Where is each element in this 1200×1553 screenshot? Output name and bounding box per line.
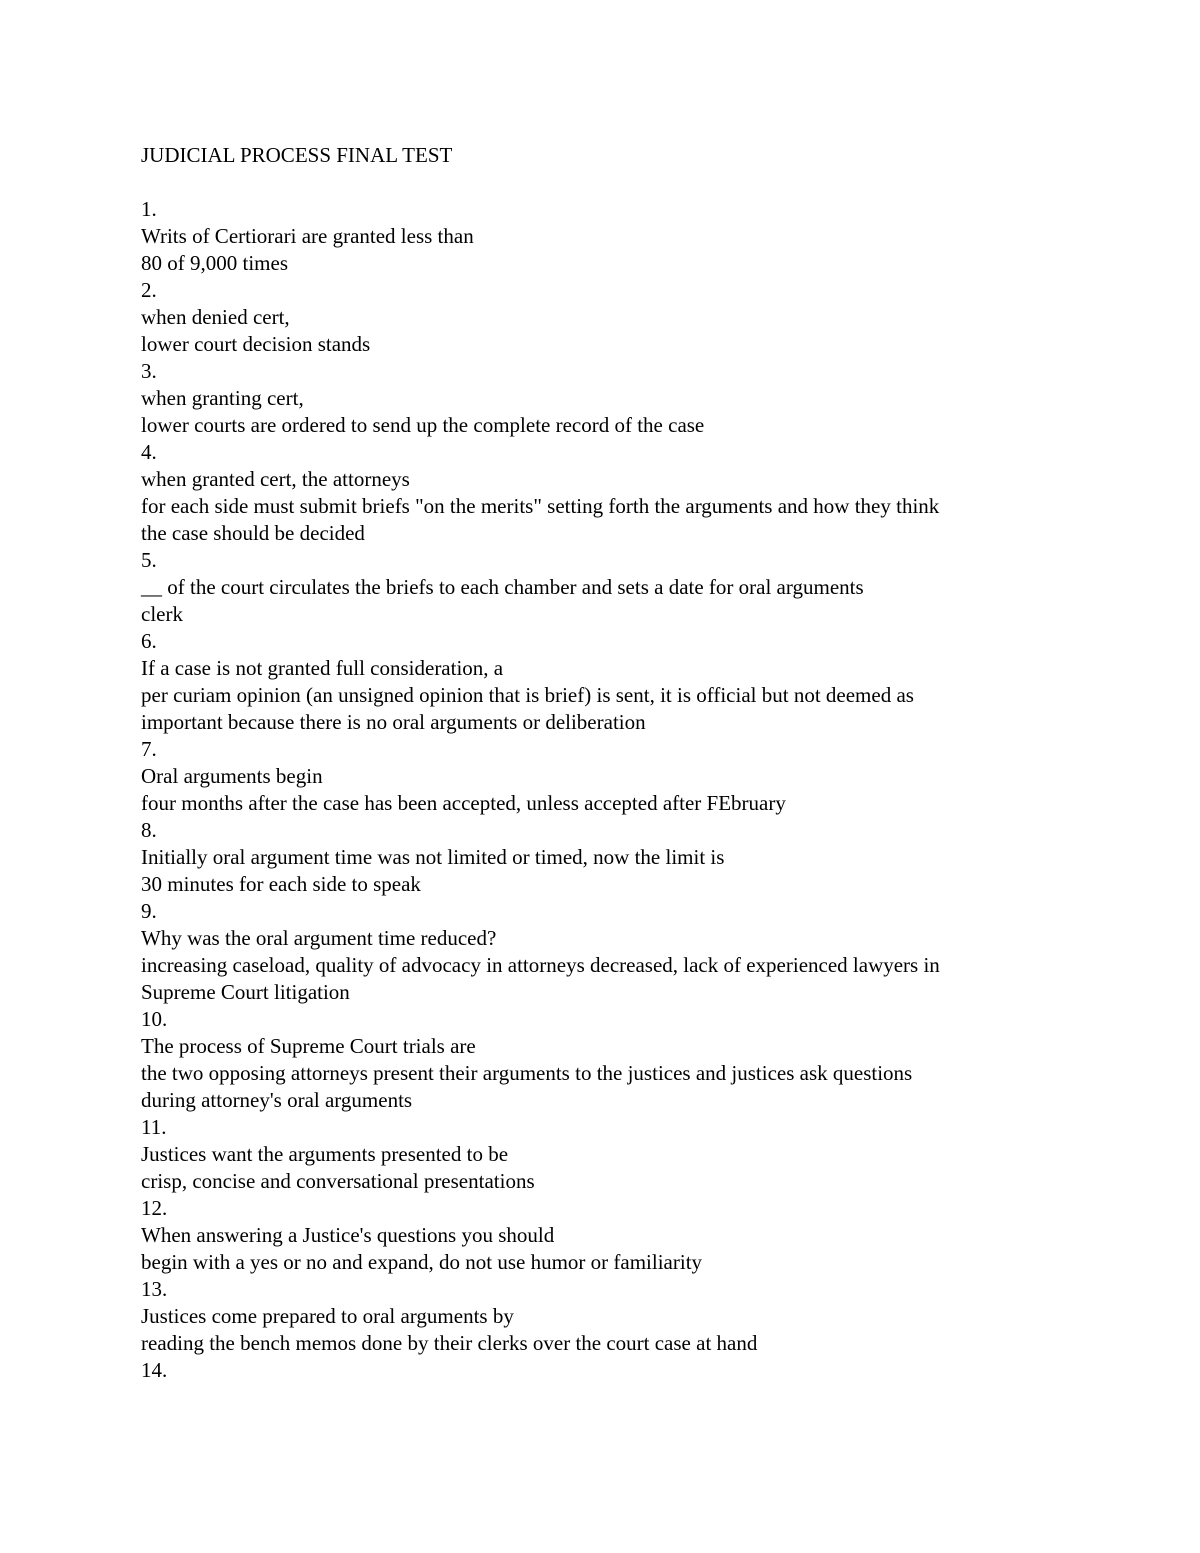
question-prompt: when granted cert, the attorneys [141, 467, 410, 491]
question-prompt: The process of Supreme Court trials are [141, 1034, 476, 1058]
question-number: 6. [141, 629, 157, 653]
question-prompt: Oral arguments begin [141, 764, 323, 788]
question-number: 2. [141, 278, 157, 302]
question-item [141, 628, 1081, 736]
answer-line: clerk [141, 602, 183, 626]
answer-line: begin with a yes or no and expand, do not use humor or familiarity [141, 1250, 703, 1274]
question-item [141, 196, 1081, 277]
question-item [141, 898, 1081, 1006]
question-item [141, 1114, 1081, 1195]
question-prompt: Writs of Certiorari are granted less than [141, 224, 474, 248]
question-item [141, 1276, 1081, 1357]
question-number: 9. [141, 899, 157, 923]
answer-line: lower courts are ordered to send up the complete record of the case [141, 413, 705, 437]
question-prompt: when granting cert, [141, 386, 304, 410]
question-number: 11. [141, 1115, 167, 1139]
answer-line: crisp, concise and conversational presentations [141, 1169, 535, 1193]
question-number: 5. [141, 548, 157, 572]
question-prompt: Initially oral argument time was not limited or timed, now the limit is [141, 845, 725, 869]
question-prompt: Justices want the arguments presented to be [141, 1142, 509, 1166]
question-item [141, 1006, 1081, 1114]
question-prompt: If a case is not granted full consideration, a [141, 656, 504, 680]
blank-line [141, 169, 1081, 196]
question-item [141, 277, 1081, 358]
question-list [141, 196, 1081, 1384]
answer-line: during attorney's oral arguments [141, 1088, 413, 1112]
question-number: 8. [141, 818, 157, 842]
question-item [141, 547, 1081, 628]
question-number: 13. [141, 1277, 168, 1301]
question-item [141, 817, 1081, 898]
question-number: 1. [141, 197, 157, 221]
question-number: 12. [141, 1196, 168, 1220]
document-title: JUDICIAL PROCESS FINAL TEST [141, 143, 453, 167]
answer-line: 80 of 9,000 times [141, 251, 288, 275]
question-prompt: Justices come prepared to oral arguments by [141, 1304, 514, 1328]
question-number: 10. [141, 1007, 168, 1031]
answer-line: the two opposing attorneys present their arguments to the justices and justices ask questions [141, 1061, 913, 1085]
question-number: 14. [141, 1358, 168, 1382]
document-body [141, 142, 1081, 1384]
answer-line: per curiam opinion (an unsigned opinion that is brief) is sent, it is official but not deemed as [141, 683, 914, 707]
answer-line: increasing caseload, quality of advocacy in attorneys decreased, lack of experienced lawyers in [141, 953, 940, 977]
question-item [141, 1357, 1081, 1384]
question-item [141, 358, 1081, 439]
question-prompt: __ of the court circulates the briefs to each chamber and sets a date for oral arguments [141, 575, 864, 599]
question-item [141, 439, 1081, 547]
question-prompt: When answering a Justice's questions you should [141, 1223, 555, 1247]
answer-line: lower court decision stands [141, 332, 371, 356]
answer-line: 30 minutes for each side to speak [141, 872, 421, 896]
question-item [141, 1195, 1081, 1276]
question-prompt: when denied cert, [141, 305, 290, 329]
question-prompt: Why was the oral argument time reduced? [141, 926, 497, 950]
answer-line: for each side must submit briefs "on the merits" setting forth the arguments and how they think [141, 494, 940, 518]
question-number: 7. [141, 737, 157, 761]
answer-line: reading the bench memos done by their clerks over the court case at hand [141, 1331, 758, 1355]
question-item [141, 736, 1081, 817]
answer-line: Supreme Court litigation [141, 980, 350, 1004]
answer-line: important because there is no oral arguments or deliberation [141, 710, 646, 734]
question-number: 3. [141, 359, 157, 383]
answer-line: the case should be decided [141, 521, 365, 545]
question-number: 4. [141, 440, 157, 464]
answer-line: four months after the case has been accepted, unless accepted after FEbruary [141, 791, 786, 815]
